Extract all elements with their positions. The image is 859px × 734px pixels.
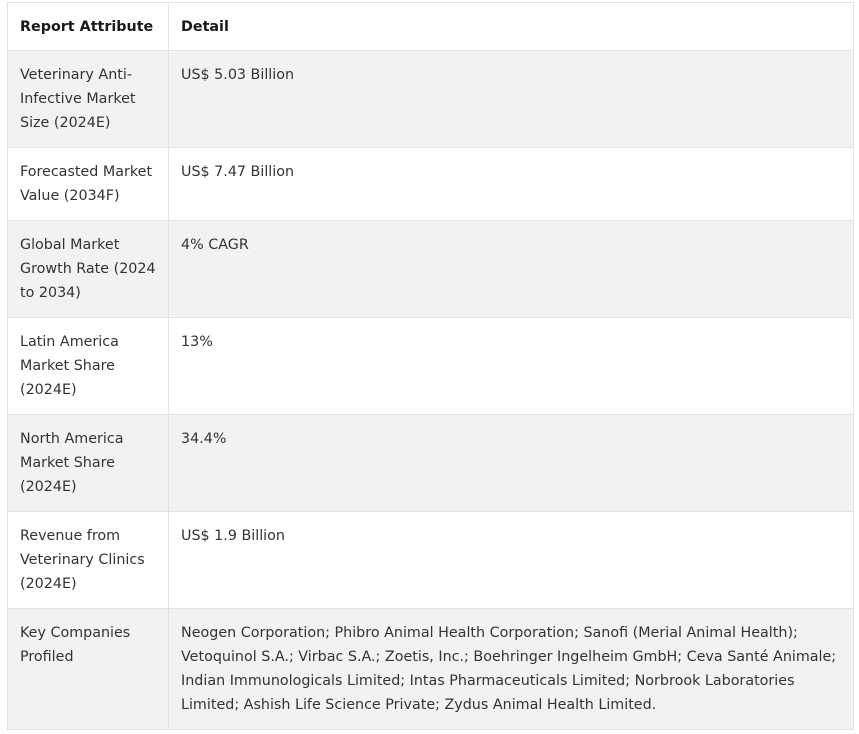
attribute-cell: Key Companies Profiled (8, 609, 169, 730)
attribute-cell: Veterinary Anti-Infective Market Size (2024E) (8, 51, 169, 148)
attribute-cell: Forecasted Market Value (2034F) (8, 148, 169, 221)
detail-cell: US$ 1.9 Billion (169, 512, 854, 609)
table-row (8, 221, 854, 318)
header-detail: Detail (169, 3, 854, 51)
table-row (8, 609, 854, 730)
attribute-cell: North America Market Share (2024E) (8, 415, 169, 512)
attribute-cell: Revenue from Veterinary Clinics (2024E) (8, 512, 169, 609)
detail-cell: US$ 5.03 Billion (169, 51, 854, 148)
header-row (8, 3, 854, 51)
report-attributes-table (7, 2, 854, 730)
table-header (8, 3, 854, 51)
table-row (8, 318, 854, 415)
detail-cell: 13% (169, 318, 854, 415)
table-row (8, 415, 854, 512)
table-body (8, 51, 854, 730)
detail-cell: 4% CAGR (169, 221, 854, 318)
detail-cell: US$ 7.47 Billion (169, 148, 854, 221)
attribute-cell: Latin America Market Share (2024E) (8, 318, 169, 415)
table-row (8, 512, 854, 609)
table-row (8, 148, 854, 221)
detail-cell: 34.4% (169, 415, 854, 512)
header-report-attribute: Report Attribute (8, 3, 169, 51)
detail-cell: Neogen Corporation; Phibro Animal Health Corporation; Sanofi (Merial Animal Health); Vetoquinol S.A.; Virbac S.A.; Zoetis, Inc.; Boehringer Ingelheim GmbH; Ceva Santé Animale; Indian Immunologicals Limited; Intas Pharmaceuticals Limited; Norbrook Laboratories Limited; Ashish Life Science Private; Zydus Animal Health Limited. (169, 609, 854, 730)
attribute-cell: Global Market Growth Rate (2024 to 2034) (8, 221, 169, 318)
table-row (8, 51, 854, 148)
